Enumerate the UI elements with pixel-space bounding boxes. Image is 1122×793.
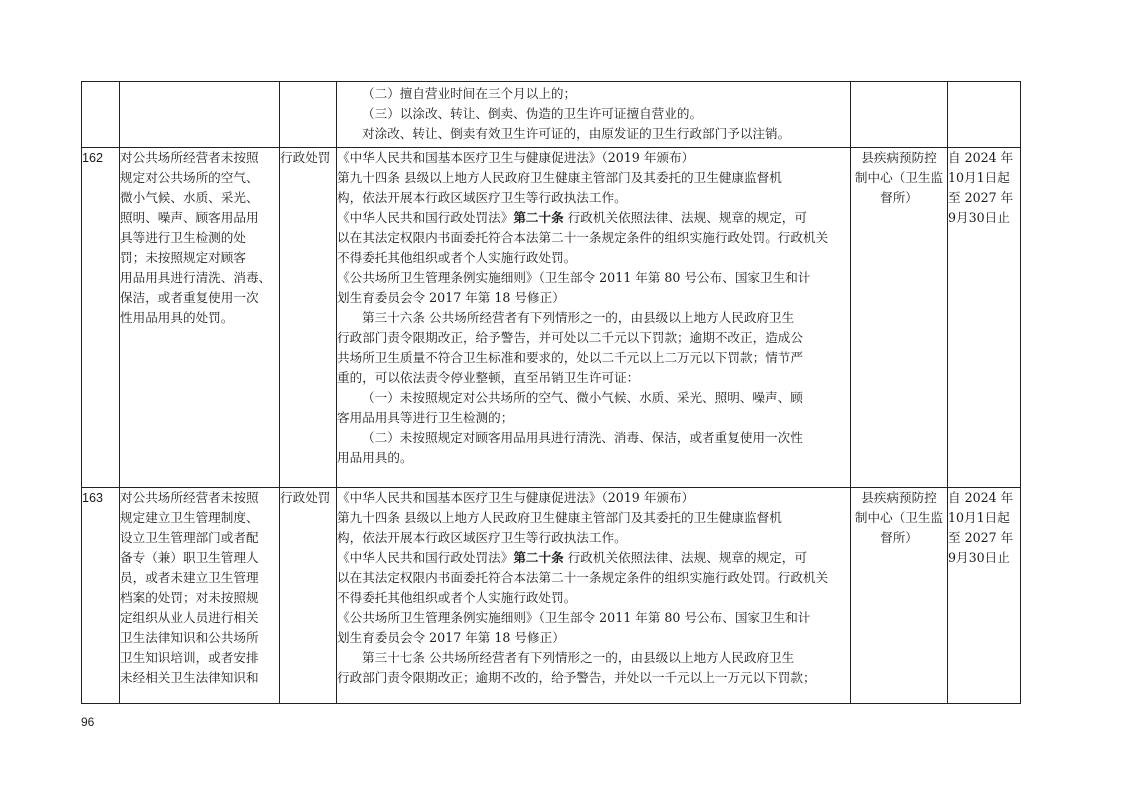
basis-line: 对涂改、转让、倒卖有效卫生许可证的，由原发证的卫生行政部门予以注销。 <box>362 126 791 141</box>
validity-period-cell <box>948 488 1021 704</box>
item-name-line: 微小气候、水质、采光、 <box>120 190 259 205</box>
basis-line: 以在其法定权限内书面委托符合本法第二十一条规定条件的组织实施行政处罚。行政机关 <box>337 230 829 245</box>
basis-line: 行政部门责令限期改正；逾期不改的，给予警告，并处以一千元以上一万元以下罚款； <box>337 670 816 685</box>
period-cell <box>948 82 1021 148</box>
basis-line: 客用品用具等进行卫生检测的； <box>337 410 514 425</box>
org-line: 县疾病预防控 <box>861 490 937 505</box>
org-line: 督所） <box>880 190 918 205</box>
org-line: 督所） <box>880 530 918 545</box>
item-name-line: 用品用具进行清洗、消毒、 <box>120 270 272 285</box>
responsible-org-cell <box>851 148 948 488</box>
period-line: 9月30日止 <box>948 550 1010 565</box>
basis-line: （二）擅自营业时间在三个月以上的； <box>362 86 577 101</box>
basis-line: 第九十四条 县级以上地方人民政府卫生健康主管部门及其委托的卫生健康监督机 <box>337 510 782 525</box>
table-row-continuation <box>82 82 1021 148</box>
period-line: 至 2027 年 <box>948 530 1014 545</box>
basis-line <box>337 548 850 568</box>
period-line: 9月30日止 <box>948 210 1010 225</box>
basis-line: 不得委托其他组织或者个人实施行政处罚。 <box>337 590 577 605</box>
law-title: 《中华人民共和国行政处罚法》 <box>337 550 514 565</box>
basis-cell <box>337 82 851 148</box>
period-line: 自 2024 年 <box>948 150 1014 165</box>
org-line: 制中心（卫生监 <box>854 510 944 525</box>
basis-line: 以在其法定权限内书面委托符合本法第二十一条规定条件的组织实施行政处罚。行政机关 <box>337 570 829 585</box>
item-name-line: 照明、噪声、顾客用品用 <box>120 210 259 225</box>
basis-line: 第三十七条 公共场所经营者有下列情形之一的，由县级以上地方人民政府卫生 <box>362 650 795 665</box>
item-name-line: 罚；未按照规定对顾客 <box>120 250 246 265</box>
basis-line: 重的，可以依法责令停业整顿，直至吊销卫生许可证： <box>337 370 640 385</box>
basis-line: 第九十四条 县级以上地方人民政府卫生健康主管部门及其委托的卫生健康监督机 <box>337 170 782 185</box>
article-text: 行政机关依照法律、法规、规章的规定，可 <box>563 210 807 225</box>
responsible-org-cell <box>851 488 948 704</box>
period-line: 10月1日起 <box>948 170 1010 185</box>
name-cell <box>120 82 280 148</box>
basis-line: （二）未按照规定对顾客用品用具进行清洗、消毒、保洁，或者重复使用一次性 <box>362 430 803 445</box>
basis-line: 《中华人民共和国基本医疗卫生与健康促进法》（2019 年颁布） <box>337 490 695 505</box>
table-row <box>82 148 1021 488</box>
item-name-line: 未经相关卫生法律知识和 <box>120 670 259 685</box>
item-name-line: 对公共场所经营者未按照 <box>120 150 259 165</box>
article-label: 第二十条 <box>513 210 564 225</box>
row-number: 163 <box>82 488 120 704</box>
item-name-line: 档案的处罚；对未按照规 <box>120 590 259 605</box>
item-name-line: 卫生知识培训，或者安排 <box>120 650 259 665</box>
validity-period-cell <box>948 148 1021 488</box>
basis-line: （一）未按照规定对公共场所的空气、微小气候、水质、采光、照明、噪声、顾 <box>362 390 803 405</box>
item-name-line: 性用品用具的处罚。 <box>120 310 234 325</box>
basis-line: 用品用具的。 <box>337 450 413 465</box>
item-name-cell <box>120 148 280 488</box>
basis-line: 划生育委员会令 2017 年第 18 号修正） <box>337 630 565 645</box>
legal-basis-cell <box>337 488 851 704</box>
basis-line: 构，依法开展本行政区域医疗卫生等行政执法工作。 <box>337 530 627 545</box>
article-label: 第二十条 <box>513 550 564 565</box>
item-name-line: 设立卫生管理部门或者配 <box>120 530 259 545</box>
kind-cell <box>280 82 337 148</box>
period-line: 至 2027 年 <box>948 190 1014 205</box>
item-name-line: 规定建立卫生管理制度、 <box>120 510 259 525</box>
legal-basis-cell <box>337 148 851 488</box>
item-name-line: 备专（兼）职卫生管理人 <box>120 550 259 565</box>
page-number: 96 <box>81 715 95 729</box>
item-name-line: 对公共场所经营者未按照 <box>120 490 259 505</box>
basis-line: 构，依法开展本行政区域医疗卫生等行政执法工作。 <box>337 190 627 205</box>
penalty-table <box>81 81 1021 704</box>
item-name-line: 规定对公共场所的空气、 <box>120 170 259 185</box>
basis-line: 第三十六条 公共场所经营者有下列情形之一的，由县级以上地方人民政府卫生 <box>362 310 795 325</box>
period-line: 自 2024 年 <box>948 490 1014 505</box>
org-cell <box>851 82 948 148</box>
basis-line <box>337 208 850 228</box>
basis-line: 划生育委员会令 2017 年第 18 号修正） <box>337 290 565 305</box>
basis-line: 《公共场所卫生管理条例实施细则》（卫生部令 2011 年第 80 号公布、国家卫生和计 <box>337 610 811 625</box>
law-title: 《中华人民共和国行政处罚法》 <box>337 210 514 225</box>
item-name-line: 卫生法律知识和公共场所 <box>120 630 259 645</box>
item-name-line: 定组织从业人员进行相关 <box>120 610 259 625</box>
num-cell <box>82 82 120 148</box>
row-number: 162 <box>82 148 120 488</box>
basis-line: 行政部门责令限期改正，给予警告，并可处以二千元以下罚款；逾期不改正，造成公 <box>337 330 803 345</box>
basis-line: 《公共场所卫生管理条例实施细则》（卫生部令 2011 年第 80 号公布、国家卫生和计 <box>337 270 811 285</box>
org-line: 县疾病预防控 <box>861 150 937 165</box>
table-row <box>82 488 1021 704</box>
item-name-line: 具等进行卫生检测的处 <box>120 230 246 245</box>
item-name-line: 保洁，或者重复使用一次 <box>120 290 259 305</box>
period-line: 10月1日起 <box>948 510 1010 525</box>
item-name-line: 员，或者未建立卫生管理 <box>120 570 259 585</box>
penalty-kind: 行政处罚 <box>280 488 337 704</box>
basis-line: （三）以涂改、转让、倒卖、伪造的卫生许可证擅自营业的。 <box>362 106 703 121</box>
article-text: 行政机关依照法律、法规、规章的规定，可 <box>563 550 807 565</box>
basis-line: 共场所卫生质量不符合卫生标准和要求的，处以二千元以上二万元以下罚款；情节严 <box>337 350 803 365</box>
item-name-cell <box>120 488 280 704</box>
basis-line: 不得委托其他组织或者个人实施行政处罚。 <box>337 250 577 265</box>
basis-line: 《中华人民共和国基本医疗卫生与健康促进法》（2019 年颁布） <box>337 150 695 165</box>
org-line: 制中心（卫生监 <box>854 170 944 185</box>
penalty-kind: 行政处罚 <box>280 148 337 488</box>
